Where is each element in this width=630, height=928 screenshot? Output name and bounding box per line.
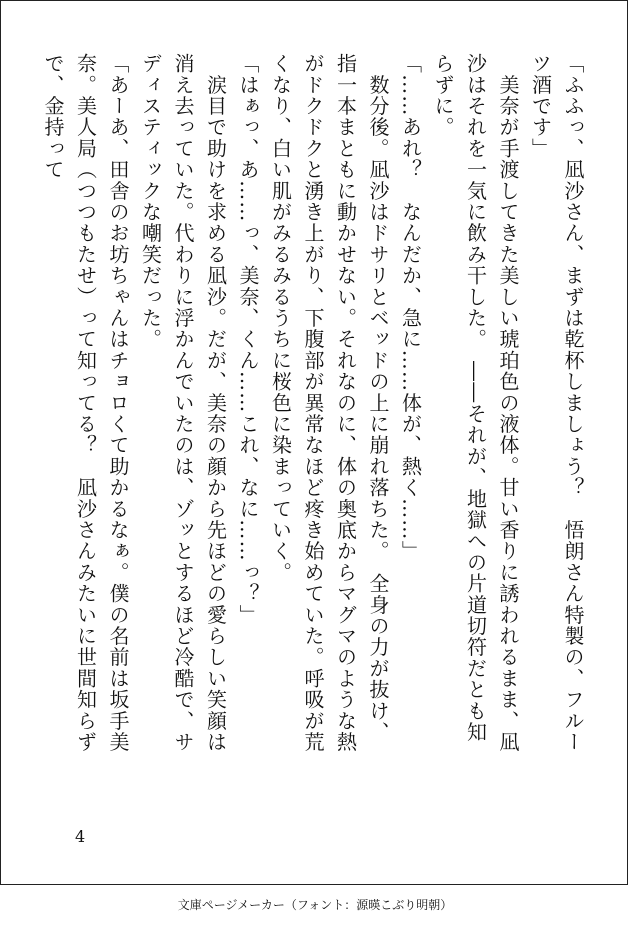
paragraph-5: 「はぁっ、あ……っ、美奈、くん……これ、なに……っ？」 (236, 53, 260, 626)
paragraph-1: 「ふふっ、凪沙さん、まずは乾杯しましょう？ 悟朗さん特製の、フルーツ酒です」 (528, 53, 585, 753)
paragraph-7: 「あーあ、田舎のお坊ちゃんはチョロくて助かるなぁ。僕の名前は坂手美奈。美人局（つつもたせ）って知ってる？ 凪沙さんみたいに世間知らずで、金持って (41, 53, 130, 753)
paragraph-2: 美奈が手渡してきた美しい琥珀色の液体。甘い香りに誘われるまま、凪沙はそれを一気に飲み干した。 ――それが、地獄への片道切符だとも知らずに。 (431, 53, 520, 753)
page-number: 4 (75, 827, 86, 846)
paragraph-6: 涙目で助けを求める凪沙。だが、美奈の顔から先ほどの愛らしい笑顔は消え去っていた。代わりに浮かんでいたのは、ゾッとするほど冷酷で、サディスティックな嘲笑だった。 (138, 53, 228, 753)
paragraph-4: 数分後。凪沙はドサリとベッドの上に崩れ落ちた。 全身の力が抜け、指一本まともに動かせない。それなのに、体の奥底からマグマのような熱がドクドクと湧き上がり、下腹部が異常なほど疼き始めていた。呼吸が荒くなり、白い肌がみるみるうちに桜色に染まっていく。 (268, 53, 390, 753)
vertical-text-body (29, 53, 589, 753)
footer-caption: 文庫ページメーカー（フォント：源暎こぶり明朝） (177, 898, 453, 912)
paragraph-3: 「……あれ？ なんだか、急に……体が、熱く……」 (398, 53, 423, 562)
